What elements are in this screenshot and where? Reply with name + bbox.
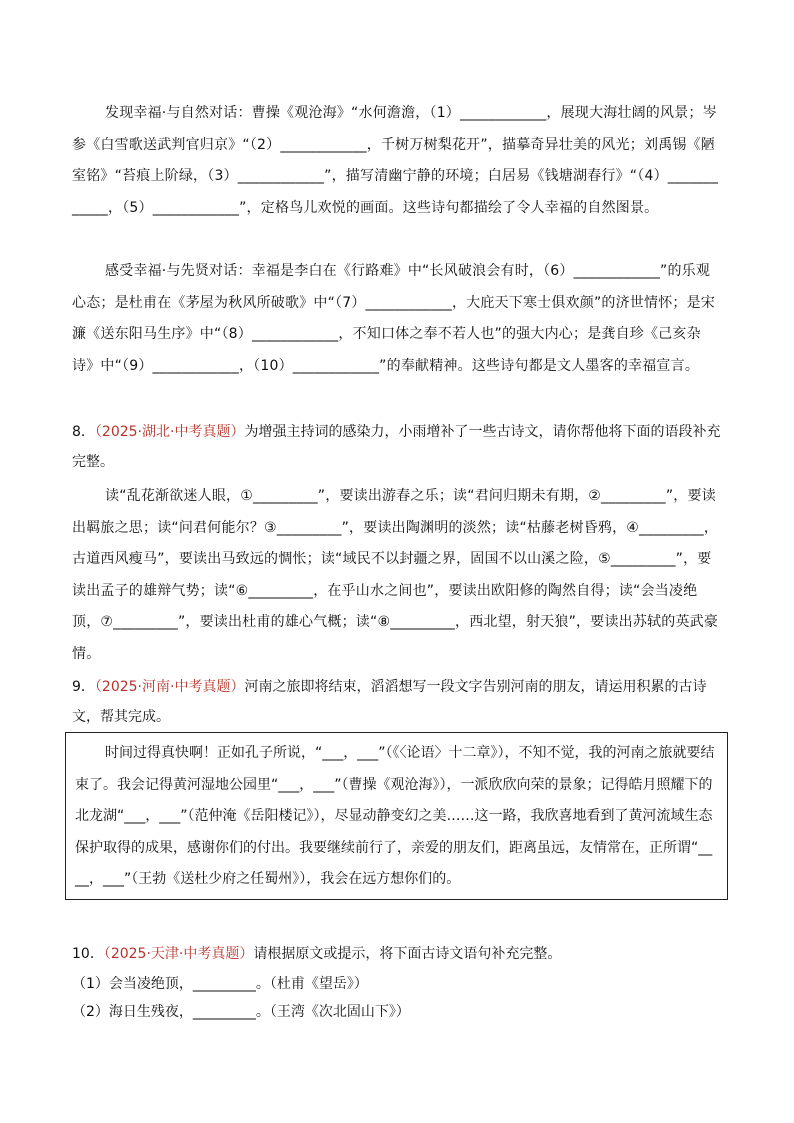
question-number: 10． [72, 946, 104, 962]
question-number: 8． [72, 424, 95, 440]
q7-paragraph-nature: 发现幸福·与自然对话：曹操《观沧海》“水何澹澹，（1）____________，展现大海壮阔的风景；岑参《白雪歌送武判官归京》“（2）____________，千树万树梨花开”，描摹奇异壮美的风光；刘禹锡《陋室铭》“苔痕上阶绿，（3）____________”，描写清幽宁静的环境；白居易《钱塘湖春行》“（4）____________，（5）____________”，定格鸟儿欢悦的画面。这些诗句都描绘了令人幸福的自然图景。 [72, 105, 719, 216]
q8-passage: 读“乱花渐欲迷人眼，①_________”，要读出游春之乐；读“君问归期未有期，②_________”，要读出羁旅之思；读“问君何能尔？③_________”，要读出陶渊明的淡然；读“枯藤老树昏鸦，④_________，古道西风瘦马”，要读出马致远的惆怅；读“域民不以封疆之界，固国不以山溪之险，⑤_________”，要读出孟子的雄辩气势；读“⑥_________，在乎山水之间也”，要读出欧阳修的陶然自得；读“会当凌绝顶，⑦_________”，要读出杜甫的雄心气概；读“⑧_________，西北望，射天狼”，要读出苏轼的英武豪情。 [72, 488, 719, 662]
q10-item-2: （2）海日生残夜，_________。（王湾《次北固山下》） [72, 1004, 410, 1020]
question-source: （2025·河南·中考真题） [94, 679, 245, 695]
q7-paragraph-sages: 感受幸福·与先贤对话：幸福是李白在《行路难》中“长风破浪会有时，（6）____________”的乐观心态；是杜甫在《茅屋为秋风所破歌》中“（7）____________，大庇天下寒士俱欢颜”的济世情怀；是宋濂《送东阳马生序》中“（8）____________，不知口体之奉不若人也”的强大内心；是龚自珍《己亥杂诗》中“（9）____________，（10）____________”的奉献精神。这些诗句都是文人墨客的幸福宣言。 [72, 263, 716, 374]
question-9 [72, 672, 732, 732]
q9-answer-box [65, 732, 728, 900]
question-source: （2025·湖北·中考真题） [94, 424, 245, 440]
question-10 [72, 939, 732, 969]
q9-box-text: 时间过得真快啊！正如孔子所说，“___，___”（《〈论语〉十二章》），不知不觉，我的河南之旅就要结束了。我会记得黄河湿地公园里“___，___”（曹操《观沧海》），一派欣欣向荣的景象；记得皓月照耀下的北龙湖“___，___”（范仲淹《岳阳楼记》），尽显动静变幻之美……这一路，我欣喜地看到了黄河流域生态保护取得的成果，感谢你们的付出。我要继续前行了，亲爱的朋友们，距离虽远，友情常在，正所谓“____，___”（王勃《送杜少府之任蜀州》），我会在远方想你们的。 [75, 745, 715, 887]
question-prompt: 请根据原文或提示，将下面古诗文语句补充完整。 [253, 946, 562, 962]
question-8 [72, 417, 732, 477]
question-number: 9． [72, 679, 95, 695]
question-source: （2025·天津·中考真题） [103, 946, 254, 962]
question-prompt: 河南之旅即将结束，滔滔想写一段文字告别河南的朋友，请运用积累的古诗文，帮其完成。 [72, 679, 707, 725]
q10-item-1: （1）会当凌绝顶，_________。（杜甫《望岳》） [72, 976, 368, 992]
question-prompt: 为增强主持词的感染力，小雨增补了一些古诗文，请你帮他将下面的语段补充完整。 [72, 424, 721, 470]
